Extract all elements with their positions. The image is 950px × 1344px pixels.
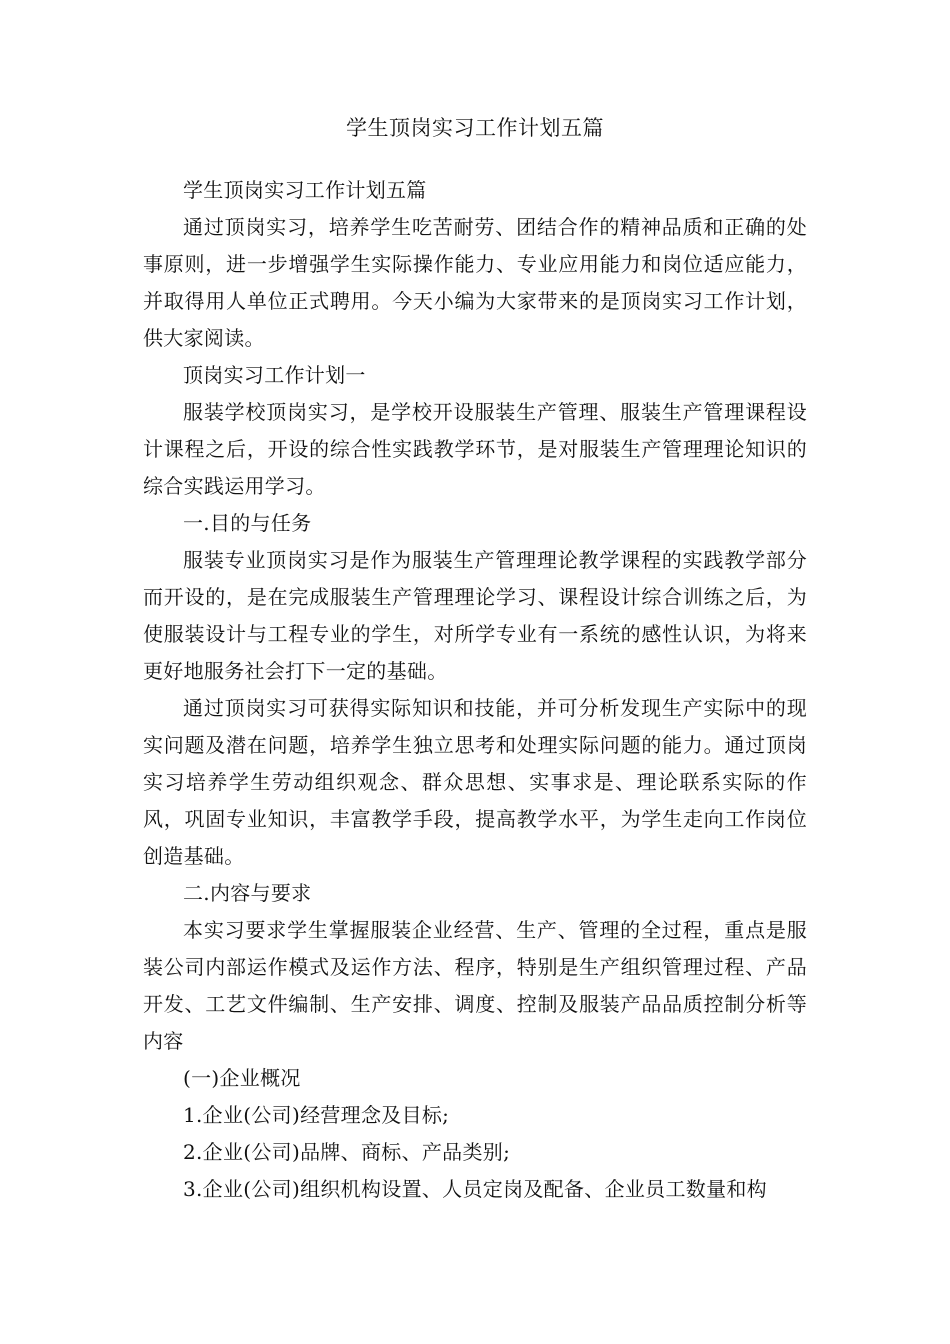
- section-heading-content: 二.内容与要求: [183, 881, 312, 905]
- paragraph-content: 本实习要求学生掌握服装企业经营、生产、管理的全过程，重点是服装公司内部运作模式及运作方法、程序，特别是生产组织管理过程、产品开发、工艺文件编制、生产安排、调度、控制及服装产品品质控制分析等内容: [143, 918, 807, 1053]
- list-item-3: 3.企业(公司)组织机构设置、人员定岗及配备、企业员工数量和构: [183, 1177, 767, 1201]
- paragraph-intro: 通过顶岗实习，培养学生吃苦耐劳、团结合作的精神品质和正确的处事原则，进一步增强学生实际操作能力、专业应用能力和岗位适应能力，并取得用人单位正式聘用。今天小编为大家带来的是顶岗实习工作计划，供大家阅读。: [143, 215, 807, 350]
- list-item-1: 1.企业(公司)经营理念及目标;: [183, 1103, 450, 1127]
- document-body: [143, 172, 807, 1208]
- document-title: 学生顶岗实习工作计划五篇: [346, 116, 604, 140]
- paragraph-subtitle: 学生顶岗实习工作计划五篇: [183, 178, 427, 202]
- subsection-heading-company-overview: (一)企业概况: [183, 1066, 301, 1090]
- list-item-2: 2.企业(公司)品牌、商标、产品类别;: [183, 1140, 511, 1164]
- section-heading-plan-one: 顶岗实习工作计划一: [183, 363, 366, 387]
- paragraph-purpose-2: 通过顶岗实习可获得实际知识和技能，并可分析发现生产实际中的现实问题及潜在问题，培养学生独立思考和处理实际问题的能力。通过顶岗实习培养学生劳动组织观念、群众思想、实事求是、理论联系实际的作风，巩固专业知识，丰富教学手段，提高教学水平，为学生走向工作岗位创造基础。: [143, 696, 807, 868]
- section-heading-purpose: 一.目的与任务: [183, 511, 312, 535]
- paragraph-plan-one-overview: 服装学校顶岗实习，是学校开设服装生产管理、服装生产管理课程设计课程之后，开设的综合性实践教学环节，是对服装生产管理理论知识的综合实践运用学习。: [143, 400, 807, 498]
- paragraph-purpose-1: 服装专业顶岗实习是作为服装生产管理理论教学课程的实践教学部分而开设的，是在完成服装生产管理理论学习、课程设计综合训练之后，为使服装设计与工程专业的学生，对所学专业有一系统的感性认识，为将来更好地服务社会打下一定的基础。: [143, 548, 807, 683]
